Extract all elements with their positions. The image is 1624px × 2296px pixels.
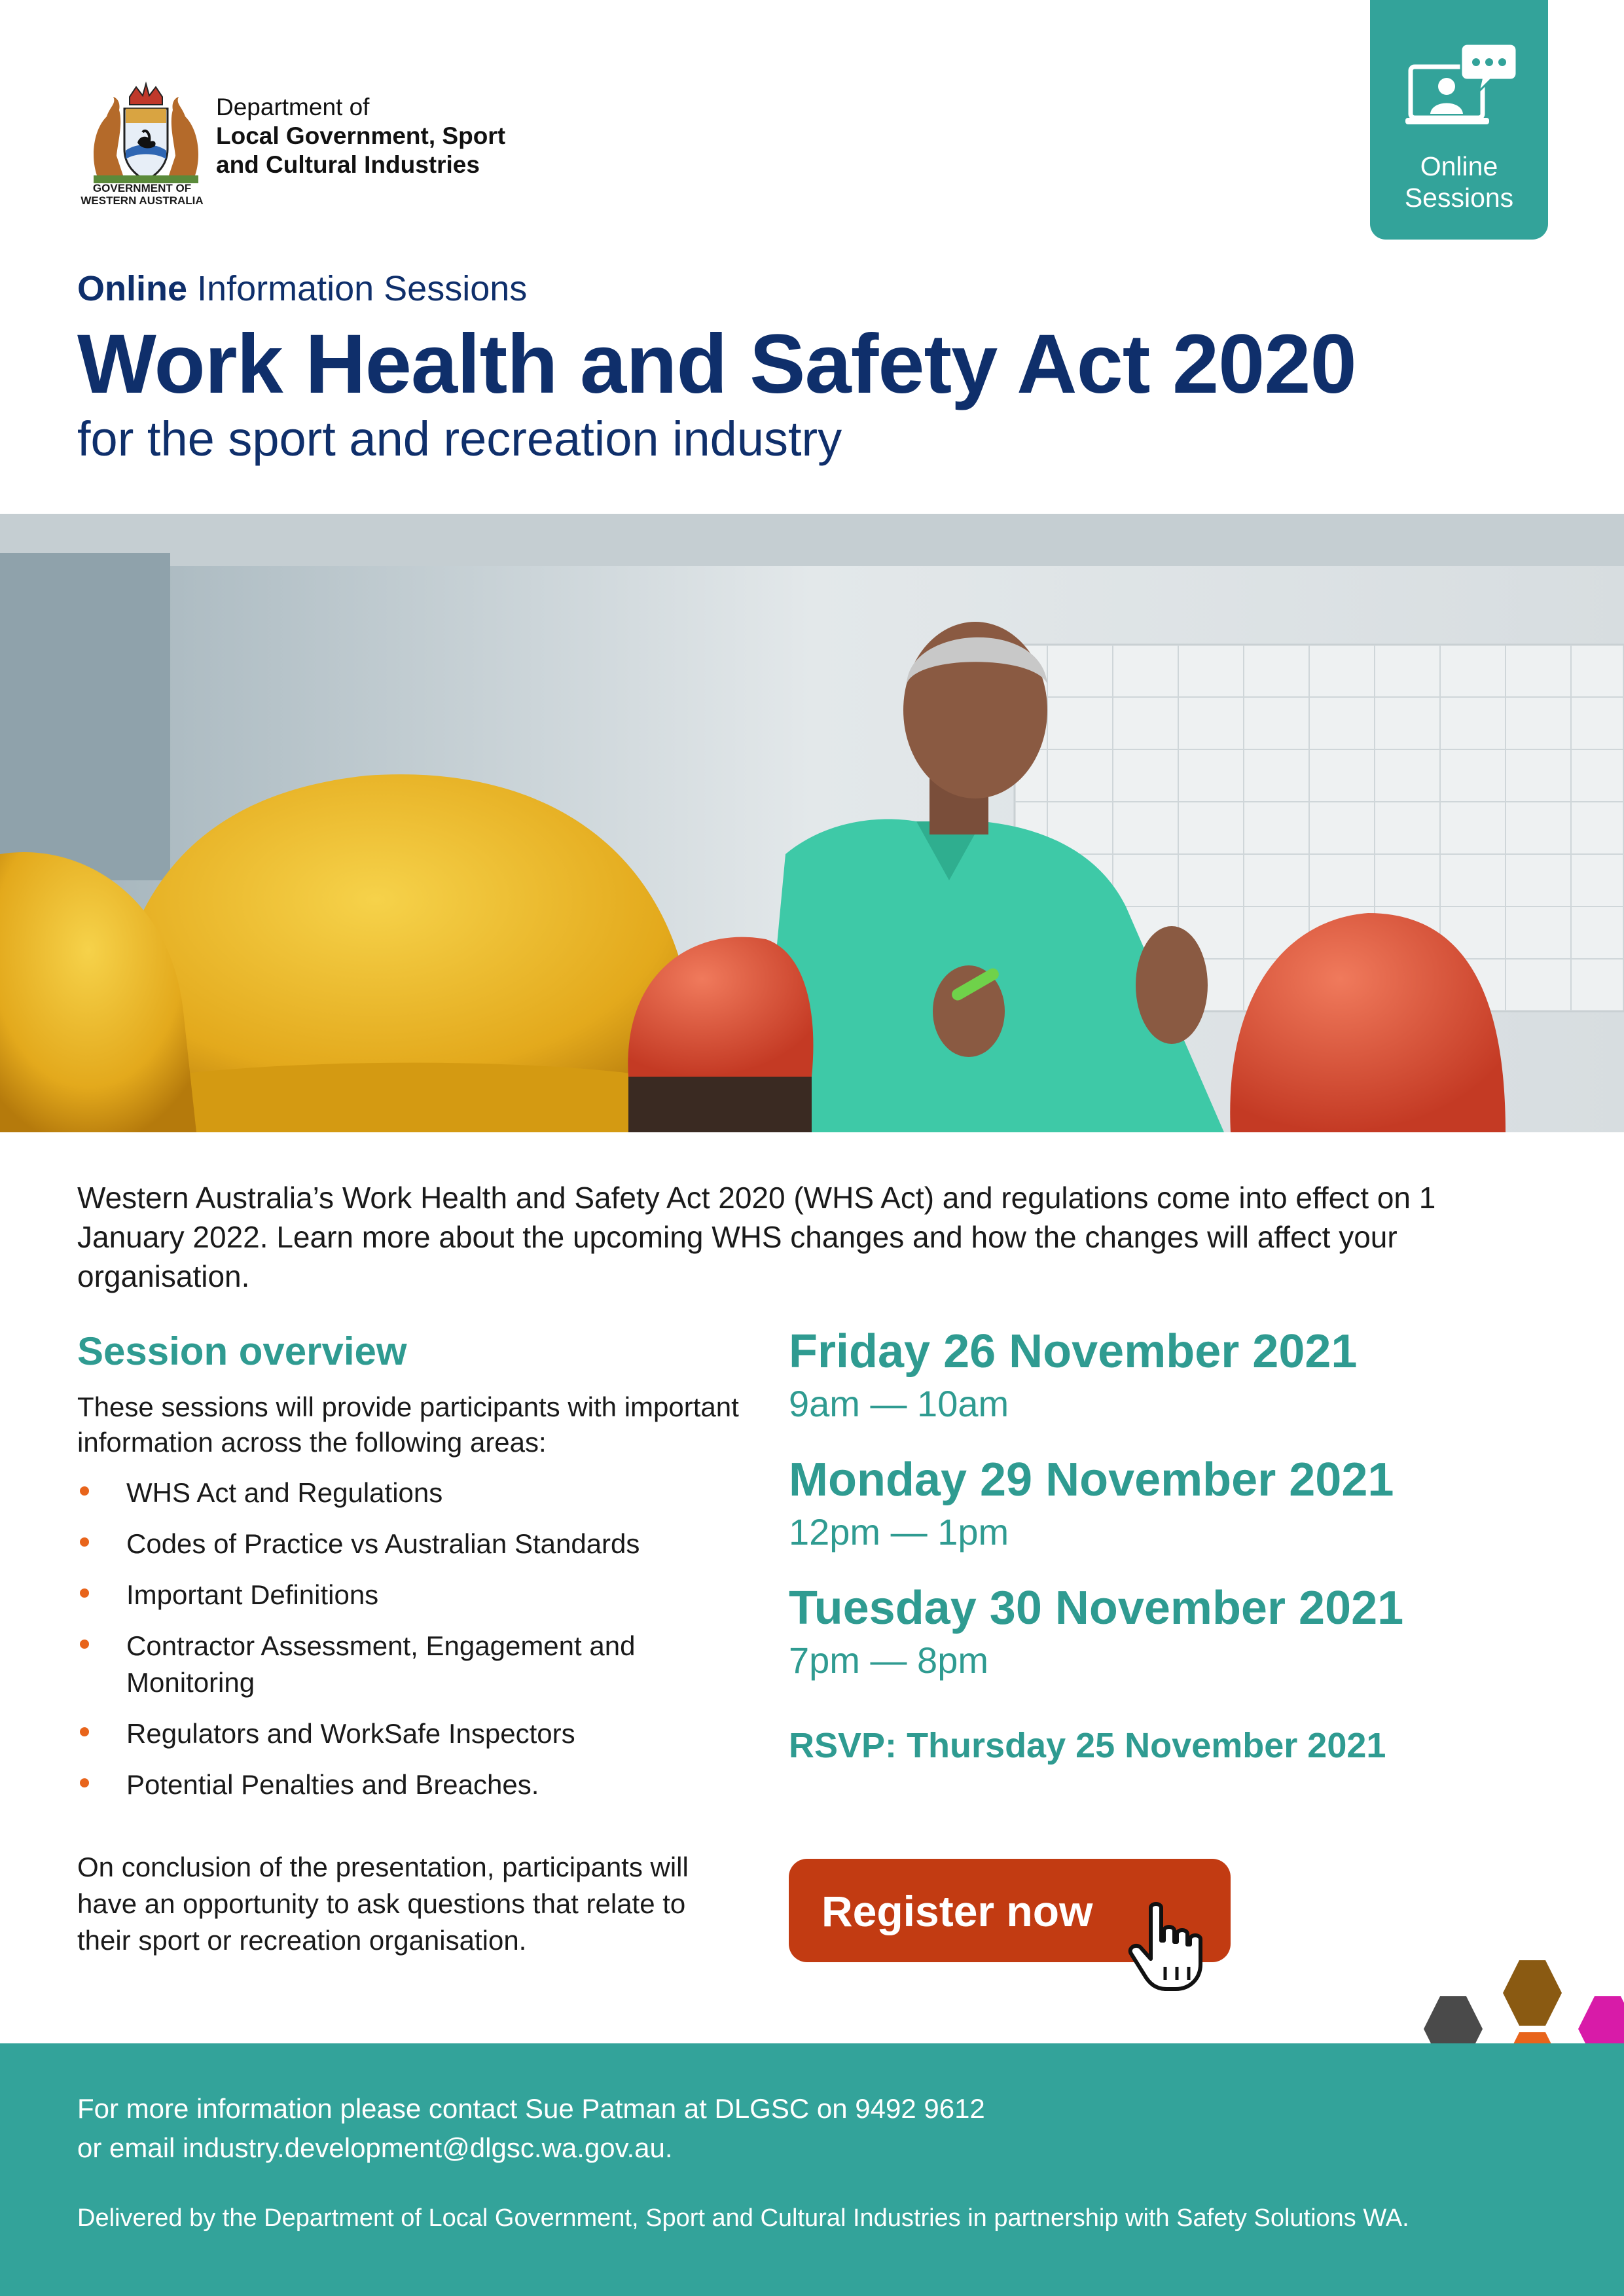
online-session-icon xyxy=(1405,41,1517,139)
list-item-text: WHS Act and Regulations xyxy=(126,1477,443,1508)
list-item xyxy=(77,1715,745,1752)
pointer-hand-icon xyxy=(1125,1901,1210,1993)
overview-heading: Session overview xyxy=(77,1329,407,1373)
register-button-label: Register now xyxy=(821,1887,1093,1935)
contact-line: For more information please contact Sue Patman at DLGSC on 9492 9612 xyxy=(77,2093,985,2124)
crest-caption-line: WESTERN AUSTRALIA xyxy=(81,194,204,207)
list-item-text: Codes of Practice vs Australian Standards xyxy=(126,1528,640,1559)
session-item xyxy=(789,1322,1561,1427)
badge-label-line: Sessions xyxy=(1404,183,1514,213)
kicker xyxy=(77,268,527,309)
crest-caption-line: GOVERNMENT OF xyxy=(92,182,192,194)
kicker-rest: Information Sessions xyxy=(197,269,528,308)
badge-label xyxy=(1370,151,1548,213)
department-line: Local Government, Sport xyxy=(216,122,506,149)
list-item xyxy=(77,1767,745,1803)
hero-photo xyxy=(0,514,1624,1132)
rsvp-date: Thursday 25 November 2021 xyxy=(907,1726,1386,1765)
page-subtitle: for the sport and recreation industry xyxy=(77,412,842,466)
list-item xyxy=(77,1526,745,1562)
rsvp-label: RSVP: xyxy=(789,1726,897,1765)
list-item xyxy=(77,1577,745,1613)
online-sessions-badge xyxy=(1370,0,1548,240)
contact-line: or email industry.development@dlgsc.wa.gov.au. xyxy=(77,2132,673,2163)
list-item-text: Important Definitions xyxy=(126,1579,379,1610)
rsvp-line xyxy=(789,1723,1561,1768)
session-time: 9am — 10am xyxy=(789,1383,1009,1424)
bullet-dot-icon xyxy=(80,1537,89,1547)
bullet-dot-icon xyxy=(80,1640,89,1649)
contact-info xyxy=(77,2089,985,2168)
session-overview xyxy=(77,1325,745,1959)
session-item xyxy=(789,1450,1561,1555)
intro-paragraph: Western Australia’s Work Health and Safety Act 2020 (WHS Act) and regulations come into effect on 1 January 2022. Learn more about the upcoming WHS changes and how the changes will affect your organisation. xyxy=(77,1181,1436,1293)
page-header xyxy=(0,0,1624,497)
session-time: 12pm — 1pm xyxy=(789,1511,1009,1552)
session-day: Friday 26 November 2021 xyxy=(789,1325,1358,1378)
list-item-text: Contractor Assessment, Engagement and Monitoring xyxy=(126,1630,636,1698)
bullet-dot-icon xyxy=(80,1727,89,1736)
session-dates xyxy=(789,1322,1561,1768)
session-time: 7pm — 8pm xyxy=(789,1640,988,1681)
department-line: and Cultural Industries xyxy=(216,151,480,178)
session-day: Monday 29 November 2021 xyxy=(789,1454,1394,1506)
department-name xyxy=(216,93,505,179)
bullet-dot-icon xyxy=(80,1778,89,1787)
bullet-dot-icon xyxy=(80,1588,89,1598)
page-footer xyxy=(0,2043,1624,2296)
crest-caption xyxy=(73,182,211,207)
overview-lead: These sessions will provide participants with important information across the following areas: xyxy=(77,1391,739,1458)
list-item xyxy=(77,1475,745,1511)
kicker-bold: Online xyxy=(77,269,188,308)
page-title: Work Health and Safety Act 2020 xyxy=(77,317,1356,411)
list-item xyxy=(77,1628,745,1701)
closing-paragraph: On conclusion of the presentation, participants will have an opportunity to ask questions that relate to their sport or recreation organisation. xyxy=(77,1852,689,1956)
badge-label-line: Online xyxy=(1420,151,1498,181)
list-item-text: Regulators and WorkSafe Inspectors xyxy=(126,1718,575,1749)
topic-list xyxy=(77,1475,745,1803)
department-line: Department of xyxy=(216,94,370,120)
list-item-text: Potential Penalties and Breaches. xyxy=(126,1769,539,1800)
session-day: Tuesday 30 November 2021 xyxy=(789,1582,1404,1634)
session-item xyxy=(789,1579,1561,1683)
bullet-dot-icon xyxy=(80,1486,89,1496)
delivered-by: Delivered by the Department of Local Government, Sport and Cultural Industries in partnership with Safety Solutions WA. xyxy=(77,2204,1409,2232)
